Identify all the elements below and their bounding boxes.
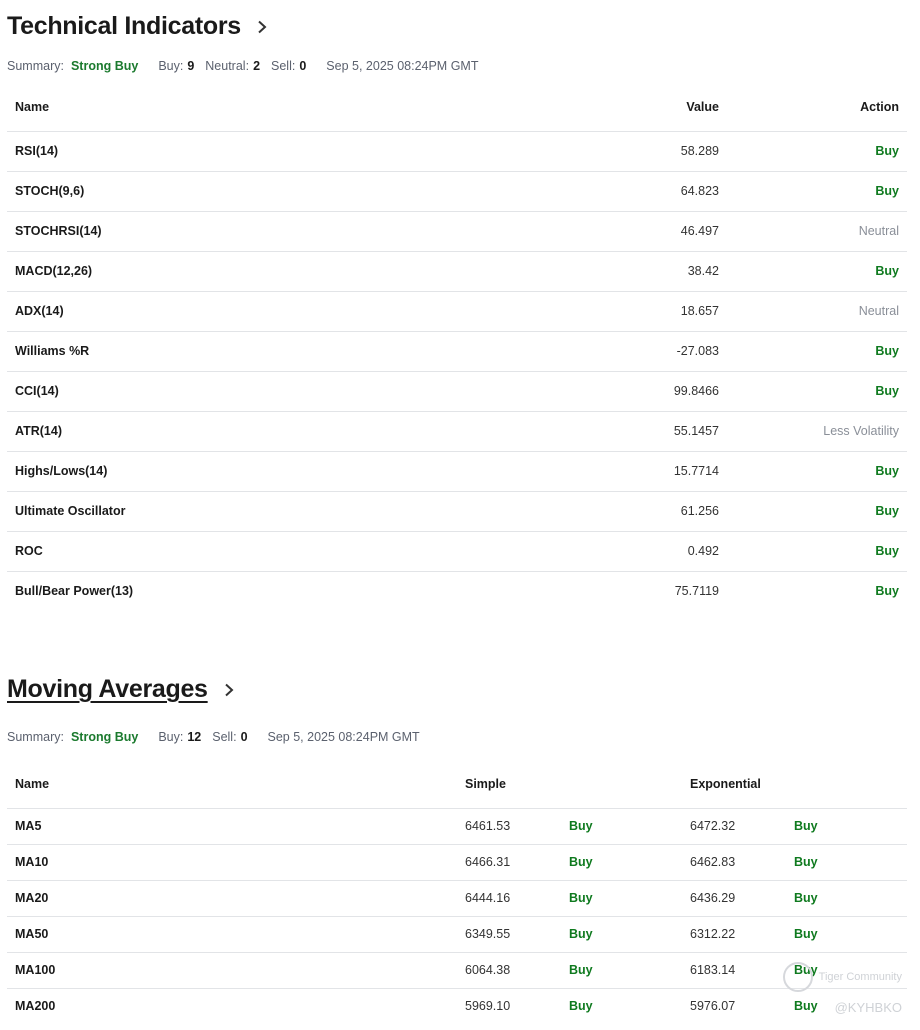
indicator-value: 58.289 [607, 131, 727, 171]
summary-value: Strong Buy [70, 59, 139, 73]
table-row[interactable] [7, 988, 907, 1024]
indicator-value: 61.256 [607, 491, 727, 531]
indicator-action: Neutral [727, 291, 907, 331]
table-row[interactable] [7, 211, 907, 251]
indicator-name: ATR(14) [7, 411, 607, 451]
buy-label: Buy: [158, 730, 184, 744]
indicator-name: Highs/Lows(14) [7, 451, 607, 491]
ma-name: MA100 [7, 952, 457, 988]
ma-simple-value: 6461.53 [457, 808, 561, 844]
table-row[interactable] [7, 531, 907, 571]
sell-count: 0 [240, 730, 248, 744]
ma-simple-action: Buy [561, 880, 682, 916]
technical-indicators-table [7, 83, 907, 611]
ma-exponential-value: 6183.14 [682, 952, 786, 988]
ma-exponential-action: Buy [786, 952, 907, 988]
column-header-name: Name [7, 83, 607, 131]
timestamp: Sep 5, 2025 08:24PM GMT [326, 59, 479, 73]
ma-name: MA200 [15, 999, 56, 1014]
indicator-action: Buy [727, 491, 907, 531]
table-row[interactable] [7, 291, 907, 331]
indicator-value: 75.7119 [674, 584, 719, 599]
buy-count: 12 [187, 730, 202, 744]
buy-count-group [158, 730, 201, 744]
indicator-action: Buy [727, 371, 907, 411]
ma-name: MA10 [7, 844, 457, 880]
watermark-handle: @KYHBKO [834, 1000, 902, 1015]
sell-count: 0 [299, 59, 307, 73]
sell-label: Sell: [212, 730, 237, 744]
moving-averages-title[interactable]: Moving Averages [7, 675, 208, 703]
indicator-action: Less Volatility [727, 411, 907, 451]
table-header-row [7, 83, 907, 131]
ma-simple-action: Buy [561, 808, 682, 844]
summary-value: Strong Buy [70, 730, 139, 744]
summary-label: Summary: [7, 59, 64, 73]
moving-averages-table [7, 760, 907, 1024]
indicator-action: Buy [875, 584, 899, 599]
indicator-value: -27.083 [607, 331, 727, 371]
ma-simple-action: Buy [569, 999, 593, 1014]
buy-count: 9 [187, 59, 195, 73]
ma-simple-value: 6444.16 [457, 880, 561, 916]
table-row[interactable] [7, 411, 907, 451]
table-row[interactable] [7, 808, 907, 844]
indicator-name: Ultimate Oscillator [7, 491, 607, 531]
indicator-name: CCI(14) [7, 371, 607, 411]
watermark-brand: Tiger Community [818, 971, 902, 983]
column-header-simple: Simple [457, 760, 561, 808]
indicator-action: Buy [727, 171, 907, 211]
indicator-value: 46.497 [607, 211, 727, 251]
ma-name: MA20 [7, 880, 457, 916]
ma-simple-action: Buy [561, 844, 682, 880]
buy-count-group [158, 59, 194, 73]
table-row[interactable] [7, 331, 907, 371]
chevron-right-icon[interactable] [222, 683, 236, 697]
summary-label: Summary: [7, 730, 64, 744]
ma-name: MA50 [7, 916, 457, 952]
ma-exponential-value: 6312.22 [682, 916, 786, 952]
ma-name: MA5 [7, 808, 457, 844]
table-row[interactable] [7, 251, 907, 291]
column-header-name: Name [7, 760, 457, 808]
indicator-action: Buy [727, 531, 907, 571]
ma-simple-value: 5969.10 [465, 999, 511, 1014]
ma-exponential-action: Buy [786, 880, 907, 916]
table-row[interactable] [7, 371, 907, 411]
ma-exponential-action: Buy [786, 844, 907, 880]
indicator-action: Buy [727, 331, 907, 371]
table-row[interactable] [7, 131, 907, 171]
table-row[interactable] [7, 491, 907, 531]
column-header-simple-action [561, 760, 682, 808]
buy-label: Buy: [158, 59, 184, 73]
table-header-row [7, 760, 907, 808]
table-row[interactable] [7, 952, 907, 988]
indicator-action: Buy [727, 451, 907, 491]
ma-exponential-value: 6436.29 [682, 880, 786, 916]
ma-simple-action: Buy [561, 916, 682, 952]
table-row[interactable] [7, 451, 907, 491]
indicator-name: STOCHRSI(14) [7, 211, 607, 251]
sell-count-group [271, 59, 306, 73]
indicator-name: RSI(14) [7, 131, 607, 171]
ma-simple-value: 6466.31 [457, 844, 561, 880]
indicator-name: ROC [7, 531, 607, 571]
indicator-name: Bull/Bear Power(13) [15, 584, 134, 599]
column-header-exponential-action [786, 760, 907, 808]
indicator-action: Neutral [727, 211, 907, 251]
neutral-count-group [205, 59, 260, 73]
indicator-name: ADX(14) [7, 291, 607, 331]
neutral-label: Neutral: [205, 59, 250, 73]
technical-indicators-header[interactable] [7, 12, 269, 41]
column-header-value: Value [607, 83, 727, 131]
ma-simple-value: 6064.38 [457, 952, 561, 988]
indicator-name: Williams %R [7, 331, 607, 371]
indicator-name: MACD(12,26) [7, 251, 607, 291]
indicator-action: Buy [727, 131, 907, 171]
column-header-action: Action [727, 83, 907, 131]
table-row[interactable] [7, 171, 907, 211]
indicator-value: 55.1457 [607, 411, 727, 451]
indicator-value: 99.8466 [607, 371, 727, 411]
timestamp: Sep 5, 2025 08:24PM GMT [267, 730, 420, 744]
ma-exponential-value: 6462.83 [682, 844, 786, 880]
moving-summary [7, 730, 420, 744]
ma-exponential-action: Buy [794, 999, 818, 1014]
neutral-count: 2 [253, 59, 261, 73]
sell-count-group [212, 730, 247, 744]
technical-summary [7, 59, 478, 73]
ma-simple-value: 6349.55 [457, 916, 561, 952]
indicator-value: 0.492 [607, 531, 727, 571]
sell-label: Sell: [271, 59, 296, 73]
ma-exponential-value: 6472.32 [682, 808, 786, 844]
indicator-name: STOCH(9,6) [7, 171, 607, 211]
ma-exponential-action: Buy [786, 916, 907, 952]
technical-indicators-title[interactable]: Technical Indicators [7, 12, 241, 40]
indicator-value: 64.823 [607, 171, 727, 211]
table-row[interactable] [7, 880, 907, 916]
ma-simple-action: Buy [561, 952, 682, 988]
moving-averages-header[interactable] [7, 675, 236, 704]
table-row[interactable] [7, 571, 907, 611]
ma-exponential-value: 5976.07 [690, 999, 736, 1014]
table-row[interactable] [7, 844, 907, 880]
chevron-right-icon[interactable] [255, 20, 269, 34]
indicator-value: 38.42 [607, 251, 727, 291]
ma-exponential-action: Buy [786, 808, 907, 844]
table-row[interactable] [7, 916, 907, 952]
indicator-action: Buy [727, 251, 907, 291]
indicator-value: 15.7714 [607, 451, 727, 491]
indicator-value: 18.657 [607, 291, 727, 331]
column-header-exponential: Exponential [682, 760, 786, 808]
